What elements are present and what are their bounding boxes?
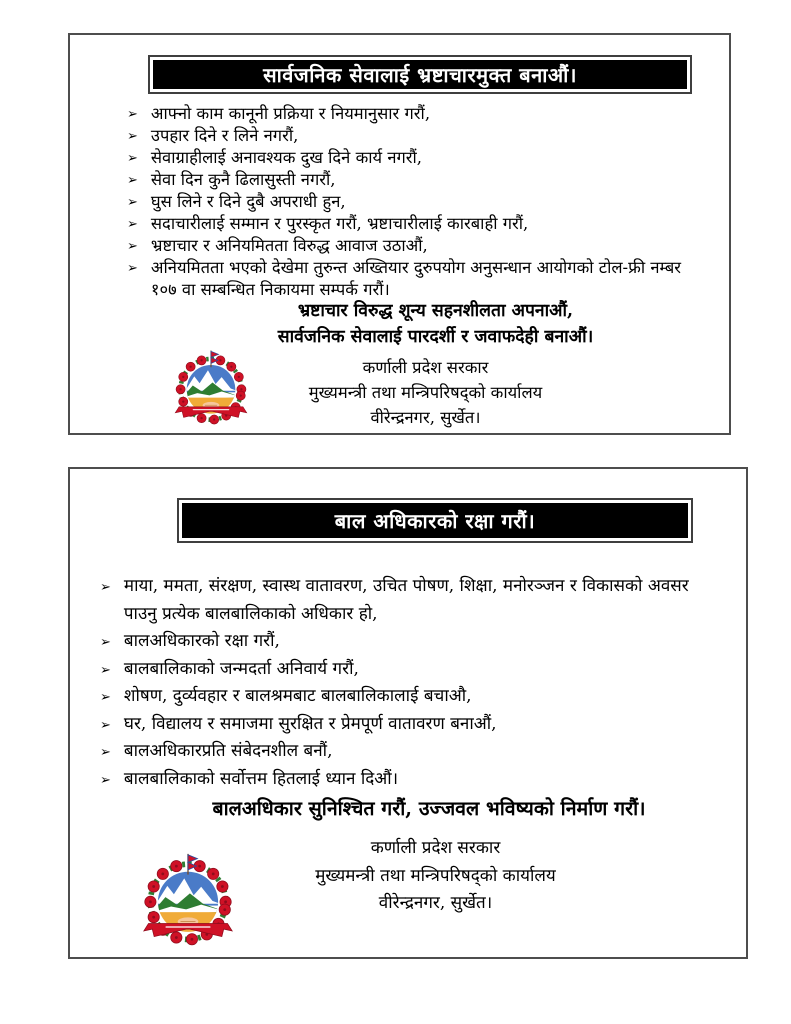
list-item: ➢ उपहार दिने र लिने नगरौं, bbox=[127, 125, 707, 147]
arrow-bullet-icon: ➢ bbox=[100, 690, 111, 705]
arrow-bullet-icon: ➢ bbox=[127, 129, 138, 144]
footer-place: वीरेन्द्रनगर, सुर्खेत। bbox=[378, 893, 493, 913]
arrow-bullet-icon: ➢ bbox=[127, 195, 138, 210]
arrow-bullet-icon: ➢ bbox=[100, 580, 111, 595]
list-item: ➢ आफ्नो काम कानूनी प्रक्रिया र नियमानुसार गरौं, bbox=[127, 103, 707, 125]
notice2-title: बाल अधिकारको रक्षा गरौं। bbox=[182, 503, 688, 538]
notice2-bullet-list bbox=[100, 573, 724, 793]
list-item: ➢ घर, विद्यालय र समाजमा सुरक्षित र प्रेमपूर्ण वातावरण बनाऔं, bbox=[100, 711, 724, 739]
notice1-footer bbox=[70, 355, 729, 430]
list-item: ➢ बालअधिकारप्रति संबेदनशील बनौं, bbox=[100, 738, 724, 766]
arrow-bullet-icon: ➢ bbox=[127, 261, 138, 276]
arrow-bullet-icon: ➢ bbox=[127, 239, 138, 254]
arrow-bullet-icon: ➢ bbox=[127, 107, 138, 122]
arrow-bullet-icon: ➢ bbox=[100, 745, 111, 760]
footer-org: कर्णाली प्रदेश सरकार bbox=[362, 358, 489, 377]
arrow-bullet-icon: ➢ bbox=[100, 635, 111, 650]
list-item: ➢ बालबालिकाको सर्वोत्तम हितलाई ध्यान दिऔं। bbox=[100, 766, 724, 794]
arrow-bullet-icon: ➢ bbox=[127, 217, 138, 232]
slogan-line: बालअधिकार सुनिश्चित गरौं, उज्जवल भविष्यको निर्माण गरौं। bbox=[212, 797, 646, 820]
footer-place: वीरेन्द्रनगर, सुर्खेत। bbox=[370, 408, 481, 427]
notice-box-child-rights bbox=[68, 467, 748, 959]
notice2-title-bar bbox=[177, 498, 693, 543]
list-item: ➢ माया, ममता, संरक्षण, स्वास्थ वातावरण, उचित पोषण, शिक्षा, मनोरञ्जन र विकासको अवसर पाउनु प्रत्येक बालबालिकाको अधिकार हो, bbox=[100, 576, 689, 624]
footer-org: कर्णाली प्रदेश सरकार bbox=[370, 838, 501, 858]
list-item: ➢ अनियमितता भएको देखेमा तुरुन्त अख्तियार दुरुपयोग अनुसन्धान आयोगको टोल-फ्री नम्बर १०७ वा सम्बन्धित निकायमा सम्पर्क गरौं। bbox=[127, 258, 682, 299]
list-item: ➢ बालबालिकाको जन्मदर्ता अनिवार्य गरौं, bbox=[100, 656, 724, 684]
arrow-bullet-icon: ➢ bbox=[100, 717, 111, 733]
footer-office: मुख्यमन्त्री तथा मन्त्रिपरिषद्को कार्यालय bbox=[308, 383, 543, 402]
list-item: ➢ घुस लिने र दिने दुबै अपराधी हुन, bbox=[127, 191, 707, 213]
slogan-line: भ्रष्टाचार विरुद्ध शून्य सहनशीलता अपनाऔं, bbox=[297, 301, 574, 321]
notice2-slogan bbox=[70, 796, 746, 822]
arrow-bullet-icon: ➢ bbox=[100, 662, 111, 678]
notice2-footer bbox=[70, 835, 746, 918]
notice1-title-bar bbox=[148, 55, 692, 94]
list-item: ➢ शोषण, दुर्व्यवहार र बालश्रमबाट बालबालिकालाई बचाऔ, bbox=[100, 683, 724, 711]
list-item: ➢ सेवाग्राहीलाई अनावश्यक दुख दिने कार्य नगरौं, bbox=[127, 147, 707, 169]
slogan-line: सार्वजनिक सेवालाई पारदर्शी र जवाफदेही बनाऔं। bbox=[277, 327, 594, 347]
list-item: ➢ भ्रष्टाचार र अनियमितता विरुद्ध आवाज उठाऔं, bbox=[127, 235, 707, 257]
notice1-slogan bbox=[70, 298, 729, 350]
list-item: ➢ सदाचारीलाई सम्मान र पुरस्कृत गरौं, भ्रष्टाचारीलाई कारबाही गरौं, bbox=[127, 213, 707, 235]
arrow-bullet-icon: ➢ bbox=[127, 173, 138, 188]
arrow-bullet-icon: ➢ bbox=[127, 151, 138, 166]
notice1-title: सार्वजनिक सेवालाई भ्रष्टाचारमुक्त बनाऔं। bbox=[153, 60, 687, 89]
notice-box-anticorruption bbox=[68, 33, 731, 435]
arrow-bullet-icon: ➢ bbox=[100, 772, 111, 788]
notice1-bullet-list bbox=[127, 103, 707, 301]
footer-office: मुख्यमन्त्री तथा मन्त्रिपरिषद्को कार्यालय bbox=[315, 865, 556, 886]
list-item: ➢ सेवा दिन कुनै ढिलासुस्ती नगरौं, bbox=[127, 169, 707, 191]
list-item: ➢ बालअधिकारको रक्षा गरौं, bbox=[100, 628, 724, 656]
